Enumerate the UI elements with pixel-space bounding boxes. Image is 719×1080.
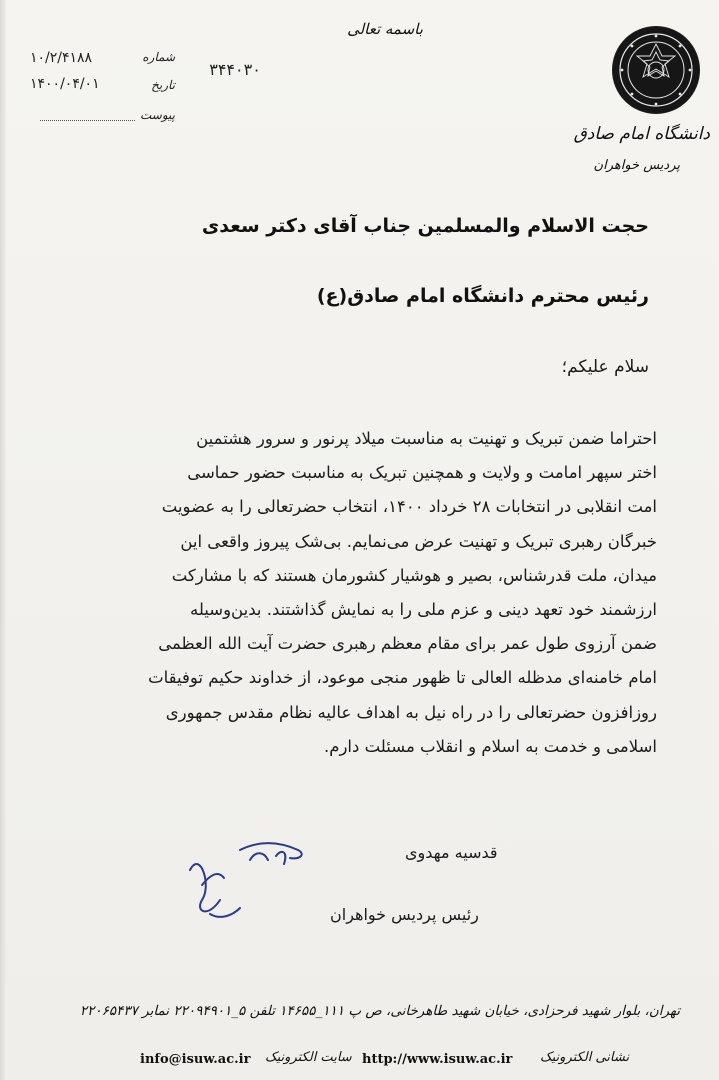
registration-number: ۳۴۴۰۳۰ xyxy=(209,60,261,79)
attachment-label: پیوست xyxy=(140,108,175,122)
body-line: اسلامی و خدمت به اسلام و انقلاب مسئلت دارم. xyxy=(323,736,657,756)
handwritten-signature-icon xyxy=(180,830,320,930)
attachment-dots xyxy=(40,120,135,121)
date-label: تاریخ xyxy=(151,78,175,92)
university-name: دانشگاه امام صادق xyxy=(573,124,710,144)
body-line: روزافزون حضرتعالی را در راه نیل به اهداف عالیه نظام مقدس جمهوری xyxy=(165,702,657,722)
body-line: امت انقلابی در انتخابات ۲۸ خرداد ۱۴۰۰، انتخاب حضرتعالی را به عضویت xyxy=(161,497,657,517)
body-line: خبرگان رهبری تبریک و تهنیت عرض می‌نمایم. بی‌شک پیروز واقعی این xyxy=(180,531,657,551)
body-line: ارزشمند خود تعهد دینی و عزم ملی را به نمایش گذاشتند. بدین‌وسیله xyxy=(189,600,657,620)
greeting: سلام علیکم؛ xyxy=(561,357,649,377)
signatory-name: قدسیه مهدوی xyxy=(405,843,498,862)
body-line: میدان، ملت قدرشناس، بصیر و هوشیار کشورمان هستند که با مشارکت xyxy=(171,565,657,585)
letter-body xyxy=(47,422,657,764)
number-label: شماره xyxy=(142,50,175,64)
body-line: ضمن آرزوی طول عمر برای مقام معظم رهبری حضرت آیت الله العظمی xyxy=(158,634,657,654)
date-value: ۱۴۰۰/۰۴/۰۱ xyxy=(30,76,100,92)
email-label: نشانی الکترونیک xyxy=(540,1050,630,1065)
recipient-line-2: رئیس محترم دانشگاه امام صادق(ع) xyxy=(316,285,649,307)
number-value: ۱۰/۲/۴۱۸۸ xyxy=(30,50,93,66)
website-link[interactable]: http://www.isuw.ac.ir xyxy=(362,1052,513,1067)
bismillah-heading: باسمه تعالی xyxy=(347,20,423,38)
body-line: امام خامنه‌ای مدظله العالی تا ظهور منجی موعود، از خداوند حکیم توفیقات xyxy=(148,668,657,688)
campus-name: پردیس خواهران xyxy=(593,158,680,173)
signatory-title: رئیس پردیس خواهران xyxy=(330,905,479,924)
body-line: اختر سپهر امامت و ولایت و همچنین تبریک به مناسبت حضور حماسی xyxy=(187,463,657,483)
recipient-line-1: حجت الاسلام والمسلمین جناب آقای دکتر سعدی xyxy=(201,215,649,237)
website-label: سایت الکترونیک xyxy=(265,1050,352,1065)
page-edge-shadow xyxy=(0,0,6,1080)
body-line: احتراما ضمن تبریک و تهنیت به مناسبت میلاد پرنور و سرور هشتمین xyxy=(196,429,657,448)
footer-address: تهران، بلوار شهید فرحزادی، خیابان شهید طاهرخانی، ص پ ۱۱۱_۱۴۶۵۵ تلفن ۵_۲۲۰۹۴۹۰۱ نمابر ۲۲۰۶۵۴۳۷ xyxy=(79,1003,680,1019)
email-link[interactable]: info@isuw.ac.ir xyxy=(140,1052,251,1067)
university-seal-icon xyxy=(612,26,700,114)
